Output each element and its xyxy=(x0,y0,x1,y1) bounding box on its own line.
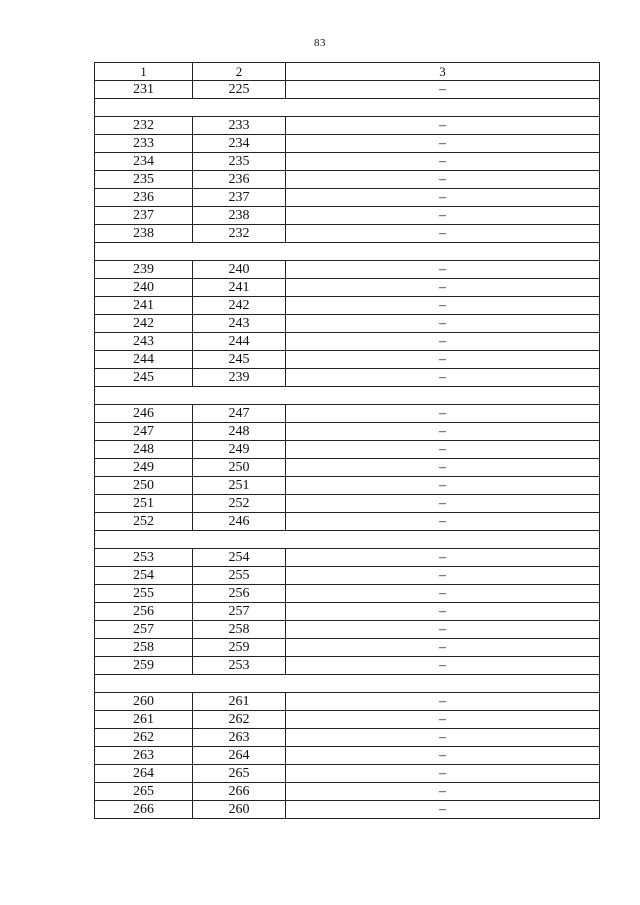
cell-col-3: – xyxy=(286,423,600,441)
cell-col-1: 243 xyxy=(95,333,193,351)
table-row xyxy=(95,711,600,729)
cell-col-3: – xyxy=(286,81,600,99)
table-row xyxy=(95,513,600,531)
cell-col-2: 232 xyxy=(193,225,286,243)
table-row xyxy=(95,279,600,297)
column-header-2: 2 xyxy=(193,63,286,81)
cell-col-2: 264 xyxy=(193,747,286,765)
cell-col-1: 242 xyxy=(95,315,193,333)
cell-col-2: 244 xyxy=(193,333,286,351)
cell-col-2: 266 xyxy=(193,783,286,801)
cell-col-3: – xyxy=(286,621,600,639)
cell-col-2: 235 xyxy=(193,153,286,171)
cell-col-3: – xyxy=(286,747,600,765)
table-row xyxy=(95,495,600,513)
group-separator-row xyxy=(95,531,600,549)
cell-col-1: 266 xyxy=(95,801,193,819)
cell-col-2: 238 xyxy=(193,207,286,225)
group-separator-cell xyxy=(95,99,600,117)
cell-col-1: 254 xyxy=(95,567,193,585)
cell-col-3: – xyxy=(286,369,600,387)
cell-col-1: 255 xyxy=(95,585,193,603)
cell-col-2: 234 xyxy=(193,135,286,153)
cell-col-2: 225 xyxy=(193,81,286,99)
table-row xyxy=(95,693,600,711)
table-row xyxy=(95,171,600,189)
cell-col-3: – xyxy=(286,135,600,153)
cell-col-3: – xyxy=(286,603,600,621)
cell-col-2: 241 xyxy=(193,279,286,297)
table-row xyxy=(95,729,600,747)
cell-col-1: 252 xyxy=(95,513,193,531)
table-row xyxy=(95,207,600,225)
group-separator-cell xyxy=(95,387,600,405)
cell-col-2: 246 xyxy=(193,513,286,531)
cell-col-3: – xyxy=(286,657,600,675)
cell-col-1: 262 xyxy=(95,729,193,747)
cell-col-1: 265 xyxy=(95,783,193,801)
table-row xyxy=(95,261,600,279)
cell-col-3: – xyxy=(286,207,600,225)
table-row xyxy=(95,297,600,315)
group-separator-row xyxy=(95,675,600,693)
cell-col-2: 256 xyxy=(193,585,286,603)
cell-col-1: 250 xyxy=(95,477,193,495)
cell-col-1: 239 xyxy=(95,261,193,279)
cell-col-2: 254 xyxy=(193,549,286,567)
group-separator-cell xyxy=(95,675,600,693)
group-separator-row xyxy=(95,243,600,261)
cell-col-1: 257 xyxy=(95,621,193,639)
table-row xyxy=(95,477,600,495)
cell-col-2: 239 xyxy=(193,369,286,387)
table-row xyxy=(95,333,600,351)
cell-col-3: – xyxy=(286,261,600,279)
table-row xyxy=(95,603,600,621)
table-row xyxy=(95,441,600,459)
cell-col-1: 248 xyxy=(95,441,193,459)
table-body xyxy=(95,63,600,819)
cell-col-2: 262 xyxy=(193,711,286,729)
table-row xyxy=(95,621,600,639)
cell-col-1: 234 xyxy=(95,153,193,171)
table-row xyxy=(95,423,600,441)
table-row xyxy=(95,225,600,243)
group-separator-row xyxy=(95,99,600,117)
cell-col-1: 237 xyxy=(95,207,193,225)
cell-col-2: 249 xyxy=(193,441,286,459)
cell-col-1: 258 xyxy=(95,639,193,657)
cell-col-1: 251 xyxy=(95,495,193,513)
table-row xyxy=(95,81,600,99)
cell-col-2: 263 xyxy=(193,729,286,747)
cell-col-2: 250 xyxy=(193,459,286,477)
cell-col-2: 261 xyxy=(193,693,286,711)
table-row xyxy=(95,369,600,387)
cell-col-3: – xyxy=(286,297,600,315)
cell-col-1: 231 xyxy=(95,81,193,99)
cell-col-1: 246 xyxy=(95,405,193,423)
cell-col-3: – xyxy=(286,801,600,819)
table-row xyxy=(95,549,600,567)
cell-col-1: 238 xyxy=(95,225,193,243)
page-number: 83 xyxy=(314,37,326,49)
cell-col-3: – xyxy=(286,729,600,747)
table-row xyxy=(95,801,600,819)
group-separator-row xyxy=(95,387,600,405)
table-row xyxy=(95,405,600,423)
cell-col-1: 236 xyxy=(95,189,193,207)
cell-col-3: – xyxy=(286,495,600,513)
cell-col-3: – xyxy=(286,765,600,783)
cell-col-3: – xyxy=(286,513,600,531)
cell-col-3: – xyxy=(286,189,600,207)
cell-col-3: – xyxy=(286,585,600,603)
table-header-row xyxy=(95,63,600,81)
cell-col-3: – xyxy=(286,459,600,477)
table-row xyxy=(95,747,600,765)
table-row xyxy=(95,189,600,207)
cell-col-2: 242 xyxy=(193,297,286,315)
cell-col-1: 253 xyxy=(95,549,193,567)
cell-col-1: 261 xyxy=(95,711,193,729)
cell-col-3: – xyxy=(286,639,600,657)
table-row xyxy=(95,459,600,477)
cell-col-1: 240 xyxy=(95,279,193,297)
cell-col-3: – xyxy=(286,405,600,423)
group-separator-cell xyxy=(95,243,600,261)
cell-col-2: 236 xyxy=(193,171,286,189)
cell-col-2: 247 xyxy=(193,405,286,423)
cell-col-3: – xyxy=(286,549,600,567)
cell-col-3: – xyxy=(286,567,600,585)
table-row xyxy=(95,315,600,333)
cell-col-3: – xyxy=(286,477,600,495)
cell-col-1: 235 xyxy=(95,171,193,189)
cell-col-3: – xyxy=(286,171,600,189)
cell-col-1: 260 xyxy=(95,693,193,711)
cell-col-3: – xyxy=(286,441,600,459)
cell-col-3: – xyxy=(286,117,600,135)
table-row xyxy=(95,153,600,171)
data-table xyxy=(94,62,600,819)
cell-col-3: – xyxy=(286,315,600,333)
cell-col-2: 255 xyxy=(193,567,286,585)
cell-col-1: 264 xyxy=(95,765,193,783)
cell-col-1: 249 xyxy=(95,459,193,477)
cell-col-1: 259 xyxy=(95,657,193,675)
cell-col-1: 244 xyxy=(95,351,193,369)
group-separator-cell xyxy=(95,531,600,549)
table-row xyxy=(95,765,600,783)
cell-col-2: 259 xyxy=(193,639,286,657)
cell-col-2: 233 xyxy=(193,117,286,135)
cell-col-3: – xyxy=(286,225,600,243)
table-row xyxy=(95,117,600,135)
cell-col-2: 258 xyxy=(193,621,286,639)
cell-col-2: 253 xyxy=(193,657,286,675)
cell-col-1: 247 xyxy=(95,423,193,441)
cell-col-1: 233 xyxy=(95,135,193,153)
table-row xyxy=(95,585,600,603)
column-header-3: 3 xyxy=(286,63,600,81)
cell-col-3: – xyxy=(286,711,600,729)
cell-col-1: 232 xyxy=(95,117,193,135)
cell-col-3: – xyxy=(286,153,600,171)
cell-col-1: 245 xyxy=(95,369,193,387)
cell-col-2: 252 xyxy=(193,495,286,513)
cell-col-2: 248 xyxy=(193,423,286,441)
cell-col-1: 241 xyxy=(95,297,193,315)
cell-col-1: 256 xyxy=(95,603,193,621)
cell-col-2: 260 xyxy=(193,801,286,819)
cell-col-2: 240 xyxy=(193,261,286,279)
cell-col-3: – xyxy=(286,279,600,297)
cell-col-1: 263 xyxy=(95,747,193,765)
cell-col-3: – xyxy=(286,693,600,711)
cell-col-2: 237 xyxy=(193,189,286,207)
cell-col-2: 265 xyxy=(193,765,286,783)
column-header-1: 1 xyxy=(95,63,193,81)
cell-col-2: 257 xyxy=(193,603,286,621)
cell-col-2: 251 xyxy=(193,477,286,495)
cell-col-3: – xyxy=(286,333,600,351)
table-row xyxy=(95,639,600,657)
table-row xyxy=(95,351,600,369)
table-row xyxy=(95,135,600,153)
cell-col-3: – xyxy=(286,783,600,801)
cell-col-3: – xyxy=(286,351,600,369)
table-row xyxy=(95,657,600,675)
table-row xyxy=(95,783,600,801)
cell-col-2: 245 xyxy=(193,351,286,369)
cell-col-2: 243 xyxy=(193,315,286,333)
table-row xyxy=(95,567,600,585)
